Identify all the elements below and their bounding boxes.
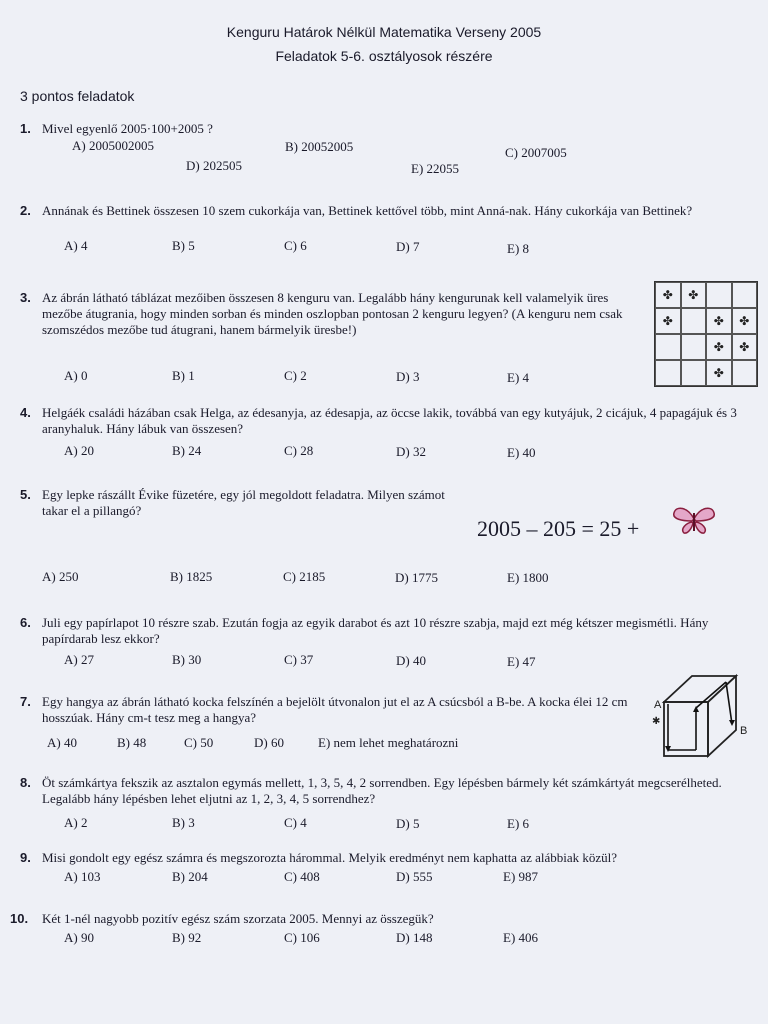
empty-cell [655,334,681,360]
answer-option: D) 555 [396,869,433,884]
kangaroo-icon: ✤ [713,365,724,380]
answer-option: E) 40 [507,445,536,460]
answer-option: C) 28 [284,443,314,458]
empty-cell [681,308,707,334]
question-text: Az ábrán látható táblázat mezőiben összesen 8 kenguru van. Legalább hány kengurunak kell valamelyik üres mezőbe átugrania, hogy minden sorban és minden oszlopban pontosan 2 kenguru legyen? (A kenguru nem csak szomszédos mezőbe tud átugrani, hanem bármelyik üresbe!) [42,290,623,337]
answer-option: D) 7 [396,239,420,254]
empty-cell [732,282,758,308]
page-title: Kenguru Határok Nélkül Matematika Verseny 2005 [226,24,542,40]
equation [477,516,639,542]
question-number: 8. [20,775,31,790]
question-text: Egy hangya az ábrán látható kocka felszínén a bejelölt útvonalon jut el az A csúcsból a B-be. A kocka élei 12 cm hosszúak. Hány cm-t tesz meg a hangya? [42,694,628,725]
kangaroo-cell [655,308,681,334]
kangaroo-cell [681,282,707,308]
answer-option: D) 148 [396,930,433,945]
svg-text:✱: ✱ [652,716,661,727]
question-number: 7. [20,694,31,709]
question-text: Helgáék családi házában csak Helga, az édesanyja, az édesapja, az öccse lakik, továbbá van egy kutyájuk, 2 cicájuk, 4 papagájuk és 3 aranyhaluk. Hány lábuk van összesen? [42,405,737,436]
empty-cell [732,360,758,386]
kangaroo-cell [732,308,758,334]
answer-option: B) 3 [172,815,195,830]
answer-option: C) 106 [284,930,320,945]
answer-option: C) 408 [284,869,320,884]
empty-cell [681,334,707,360]
answer-option: B) 1 [172,368,195,383]
answer-option: A) 20 [64,443,94,458]
question-number: 1. [20,121,31,136]
answer-option: B) 92 [172,930,202,945]
answer-option: B) 48 [117,735,147,750]
kangaroo-grid [654,281,758,387]
answer-option: C) 2007005 [505,145,567,160]
answer-option: C) 6 [284,238,307,253]
question-text: Juli egy papírlapot 10 részre szab. Ezután fogja az egyik darabot és azt 10 részre szabja, majd ezt még kétszer megismétli. Hány papírdarab lesz ekkor? [42,615,709,646]
answer-option: A) 250 [42,569,79,584]
question-number: 6. [20,615,31,630]
answer-option: B) 1825 [170,569,213,584]
answer-option: E) 987 [503,869,539,884]
answer-option: D) 32 [396,444,426,459]
answer-option: A) 27 [64,652,94,667]
kangaroo-cell [706,360,732,386]
answer-option: E) 8 [507,241,530,256]
answer-option: C) 2185 [283,569,326,584]
section-heading: 3 pontos feladatok [20,88,135,104]
answer-option: E) 406 [503,930,539,945]
answer-option: A) 90 [64,930,94,945]
answer-option: E) nem lehet meghatározni [318,735,459,750]
kangaroo-icon: ✤ [688,287,699,302]
answer-option: A) 0 [64,368,88,383]
kangaroo-icon: ✤ [713,313,724,328]
cube-diagram [652,670,756,762]
answer-option: B) 5 [172,238,195,253]
answer-option: D) 1775 [395,570,438,585]
kangaroo-icon: ✤ [662,287,673,302]
answer-option: C) 50 [184,735,214,750]
question-number: 9. [20,850,31,865]
answer-option: A) 2005002005 [72,138,154,153]
equation-text: 2005 – 205 = 25 + [477,516,640,541]
answer-option: E) 47 [507,654,536,669]
answer-option: C) 37 [284,652,314,667]
answer-option: C) 2 [284,368,307,383]
answer-option: D) 60 [254,735,284,750]
answer-option: D) 3 [396,369,420,384]
kangaroo-icon: ✤ [662,313,673,328]
question-text: Két 1-nél nagyobb pozitív egész szám szorzata 2005. Mennyi az összegük? [42,911,434,926]
kangaroo-cell [655,282,681,308]
answer-option: B) 20052005 [285,139,354,154]
kangaroo-cell [706,308,732,334]
question-text: Öt számkártya fekszik az asztalon egymás mellett, 1, 3, 5, 4, 2 sorrendben. Egy lépésben bármely két számkártyát megcserélheted. Legalább hány lépésben lehet eljutni az 1, 2, 3, 4, 5 sorrendhez? [42,775,722,806]
kangaroo-cell [732,334,758,360]
kangaroo-cell [706,334,732,360]
cube-label-b: B [740,725,748,737]
kangaroo-icon: ✤ [739,339,750,354]
answer-option: E) 4 [507,370,530,385]
answer-option: A) 103 [64,869,101,884]
empty-cell [655,360,681,386]
question-number: 2. [20,203,31,218]
answer-option: B) 24 [172,443,202,458]
answer-option: C) 4 [284,815,307,830]
answer-option: E) 22055 [411,161,460,176]
answer-option: E) 1800 [507,570,549,585]
answer-option: A) 40 [47,735,77,750]
question-text: Egy lepke rászállt Évike füzetére, egy jól megoldott feladatra. Milyen számot takar el a pillangó? [42,487,445,518]
question-text: Misi gondolt egy egész számra és megszorozta hárommal. Melyik eredményt nem kaphatta az alábbiak közül? [42,850,618,865]
kangaroo-icon: ✤ [739,313,750,328]
answer-option: D) 202505 [186,158,242,173]
question-number: 5. [20,487,31,502]
question-number: 3. [20,290,31,305]
empty-cell [706,282,732,308]
question-text: Annának és Bettinek összesen 10 szem cukorkája van, Bettinek kettővel több, mint Anná-nak. Hány cukorkája van Bettinek? [42,203,693,218]
answer-option: D) 40 [396,653,426,668]
butterfly-icon [672,505,716,535]
answer-option: B) 30 [172,652,202,667]
cube-label-a: A [654,699,662,711]
kangaroo-icon: ✤ [713,339,724,354]
question-text: Mivel egyenlő 2005·100+2005 ? [42,121,213,136]
answer-option: A) 4 [64,238,88,253]
answer-option: D) 5 [396,816,420,831]
empty-cell [681,360,707,386]
page-subtitle: Feladatok 5-6. osztályosok részére [275,48,493,64]
answer-option: B) 204 [172,869,208,884]
answer-option: E) 6 [507,816,530,831]
question-number: 4. [20,405,31,420]
answer-option: A) 2 [64,815,88,830]
question-number: 10. [10,911,29,926]
